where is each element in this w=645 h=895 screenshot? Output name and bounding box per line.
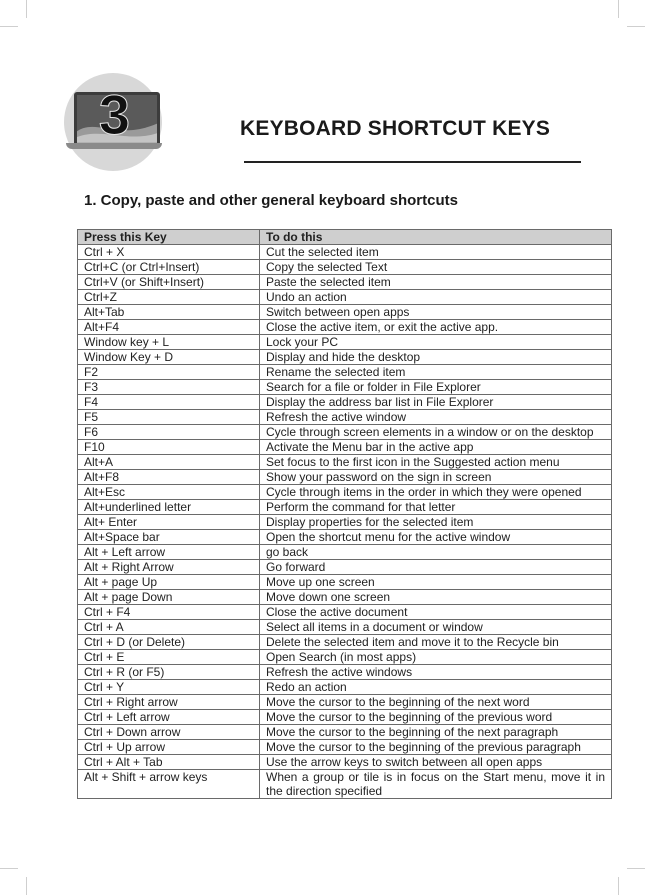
shortcut-action: Perform the command for that letter	[260, 500, 612, 515]
shortcut-action: Redo an action	[260, 680, 612, 695]
table-row	[78, 695, 612, 710]
shortcut-action: Rename the selected item	[260, 365, 612, 380]
shortcut-table	[77, 229, 612, 799]
table-row	[78, 335, 612, 350]
shortcut-key: Ctrl + Y	[78, 680, 260, 695]
shortcut-key: Ctrl + Up arrow	[78, 740, 260, 755]
shortcut-action: Display properties for the selected item	[260, 515, 612, 530]
shortcut-key: Alt + Left arrow	[78, 545, 260, 560]
shortcut-action: Close the active item, or exit the active app.	[260, 320, 612, 335]
shortcut-action: Open the shortcut menu for the active window	[260, 530, 612, 545]
shortcut-action: Move the cursor to the beginning of the previous paragraph	[260, 740, 612, 755]
crop-mark	[26, 0, 27, 18]
shortcut-action: Move down one screen	[260, 590, 612, 605]
shortcut-action: Lock your PC	[260, 335, 612, 350]
table-row	[78, 620, 612, 635]
shortcut-action: Undo an action	[260, 290, 612, 305]
shortcut-key: Alt+A	[78, 455, 260, 470]
shortcut-action: Refresh the active window	[260, 410, 612, 425]
section-heading: 1. Copy, paste and other general keyboard shortcuts	[84, 192, 458, 209]
shortcut-key: Ctrl + Right arrow	[78, 695, 260, 710]
shortcut-key: Alt+F8	[78, 470, 260, 485]
table-row	[78, 305, 612, 320]
shortcut-key: F5	[78, 410, 260, 425]
chapter-title: KEYBOARD SHORTCUT KEYS	[240, 117, 551, 140]
shortcut-action: Set focus to the first icon in the Suggested action menu	[260, 455, 612, 470]
table-row	[78, 410, 612, 425]
table-row	[78, 455, 612, 470]
table-row	[78, 770, 612, 799]
shortcut-key: Alt+F4	[78, 320, 260, 335]
table-row	[78, 725, 612, 740]
shortcut-key: Ctrl + Alt + Tab	[78, 755, 260, 770]
table-row	[78, 755, 612, 770]
table-row	[78, 680, 612, 695]
shortcut-key: F10	[78, 440, 260, 455]
shortcut-key: Ctrl+V (or Shift+Insert)	[78, 275, 260, 290]
shortcut-action: Display and hide the desktop	[260, 350, 612, 365]
shortcut-action: go back	[260, 545, 612, 560]
shortcut-key: Window key + L	[78, 335, 260, 350]
shortcut-action: Delete the selected item and move it to the Recycle bin	[260, 635, 612, 650]
shortcut-key: Alt + page Up	[78, 575, 260, 590]
column-header-key: Press this Key	[78, 230, 260, 245]
shortcut-key: F6	[78, 425, 260, 440]
shortcut-action: Move up one screen	[260, 575, 612, 590]
shortcut-action: Close the active document	[260, 605, 612, 620]
shortcut-key: Alt+Tab	[78, 305, 260, 320]
shortcut-key: Ctrl+C (or Ctrl+Insert)	[78, 260, 260, 275]
crop-mark	[618, 0, 619, 18]
shortcut-action: Switch between open apps	[260, 305, 612, 320]
shortcut-action: Move the cursor to the beginning of the previous word	[260, 710, 612, 725]
table-row	[78, 515, 612, 530]
shortcut-key: F4	[78, 395, 260, 410]
shortcut-action: Paste the selected item	[260, 275, 612, 290]
shortcut-action: Activate the Menu bar in the active app	[260, 440, 612, 455]
shortcut-action: Show your password on the sign in screen	[260, 470, 612, 485]
shortcut-action: Display the address bar list in File Explorer	[260, 395, 612, 410]
table-row	[78, 245, 612, 260]
table-row	[78, 575, 612, 590]
table-row	[78, 605, 612, 620]
shortcut-key: Alt+ Enter	[78, 515, 260, 530]
table-row	[78, 320, 612, 335]
table-row	[78, 470, 612, 485]
shortcut-key: Ctrl+Z	[78, 290, 260, 305]
crop-mark	[0, 868, 18, 869]
shortcut-key: Alt + Right Arrow	[78, 560, 260, 575]
shortcut-action: When a group or tile is in focus on the Start menu, move it in the direction specified	[260, 770, 612, 799]
table-row	[78, 485, 612, 500]
shortcut-key: Ctrl + F4	[78, 605, 260, 620]
table-row	[78, 365, 612, 380]
shortcut-key: Ctrl + D (or Delete)	[78, 635, 260, 650]
table-row	[78, 530, 612, 545]
shortcut-key: Window Key + D	[78, 350, 260, 365]
table-body	[78, 245, 612, 799]
table-row	[78, 635, 612, 650]
shortcut-key: Alt+Esc	[78, 485, 260, 500]
crop-mark	[26, 877, 27, 895]
table-row	[78, 275, 612, 290]
shortcut-action: Go forward	[260, 560, 612, 575]
shortcut-action: Move the cursor to the beginning of the next paragraph	[260, 725, 612, 740]
table-row	[78, 545, 612, 560]
table-row	[78, 290, 612, 305]
table-row	[78, 710, 612, 725]
table-row	[78, 395, 612, 410]
shortcut-action: Cut the selected item	[260, 245, 612, 260]
table-row	[78, 380, 612, 395]
shortcut-action: Refresh the active windows	[260, 665, 612, 680]
table-header-row	[78, 230, 612, 245]
shortcut-key: Alt+Space bar	[78, 530, 260, 545]
table-row	[78, 500, 612, 515]
table-row	[78, 560, 612, 575]
shortcut-action: Open Search (in most apps)	[260, 650, 612, 665]
table-row	[78, 440, 612, 455]
table-row	[78, 350, 612, 365]
shortcut-key: Ctrl + A	[78, 620, 260, 635]
shortcut-key: Ctrl + E	[78, 650, 260, 665]
table-row	[78, 665, 612, 680]
crop-mark	[618, 877, 619, 895]
table-row	[78, 740, 612, 755]
title-underline	[244, 161, 581, 163]
table-row	[78, 425, 612, 440]
table-row	[78, 260, 612, 275]
crop-mark	[627, 26, 645, 27]
shortcut-key: Ctrl + Down arrow	[78, 725, 260, 740]
shortcut-key: Ctrl + X	[78, 245, 260, 260]
shortcut-key: F3	[78, 380, 260, 395]
shortcut-action: Move the cursor to the beginning of the next word	[260, 695, 612, 710]
chapter-number: 3	[98, 83, 130, 146]
shortcut-key: Alt+underlined letter	[78, 500, 260, 515]
shortcut-key: Ctrl + Left arrow	[78, 710, 260, 725]
shortcut-key: Ctrl + R (or F5)	[78, 665, 260, 680]
shortcut-key: F2	[78, 365, 260, 380]
table-row	[78, 650, 612, 665]
crop-mark	[627, 868, 645, 869]
shortcut-action: Cycle through screen elements in a window or on the desktop	[260, 425, 612, 440]
table-row	[78, 590, 612, 605]
shortcut-action: Copy the selected Text	[260, 260, 612, 275]
shortcut-action: Use the arrow keys to switch between all open apps	[260, 755, 612, 770]
shortcut-action: Cycle through items in the order in which they were opened	[260, 485, 612, 500]
shortcut-key: Alt + Shift + arrow keys	[78, 770, 260, 799]
shortcut-action: Select all items in a document or window	[260, 620, 612, 635]
shortcut-action: Search for a file or folder in File Explorer	[260, 380, 612, 395]
column-header-action: To do this	[260, 230, 612, 245]
shortcut-key: Alt + page Down	[78, 590, 260, 605]
crop-mark	[0, 26, 18, 27]
